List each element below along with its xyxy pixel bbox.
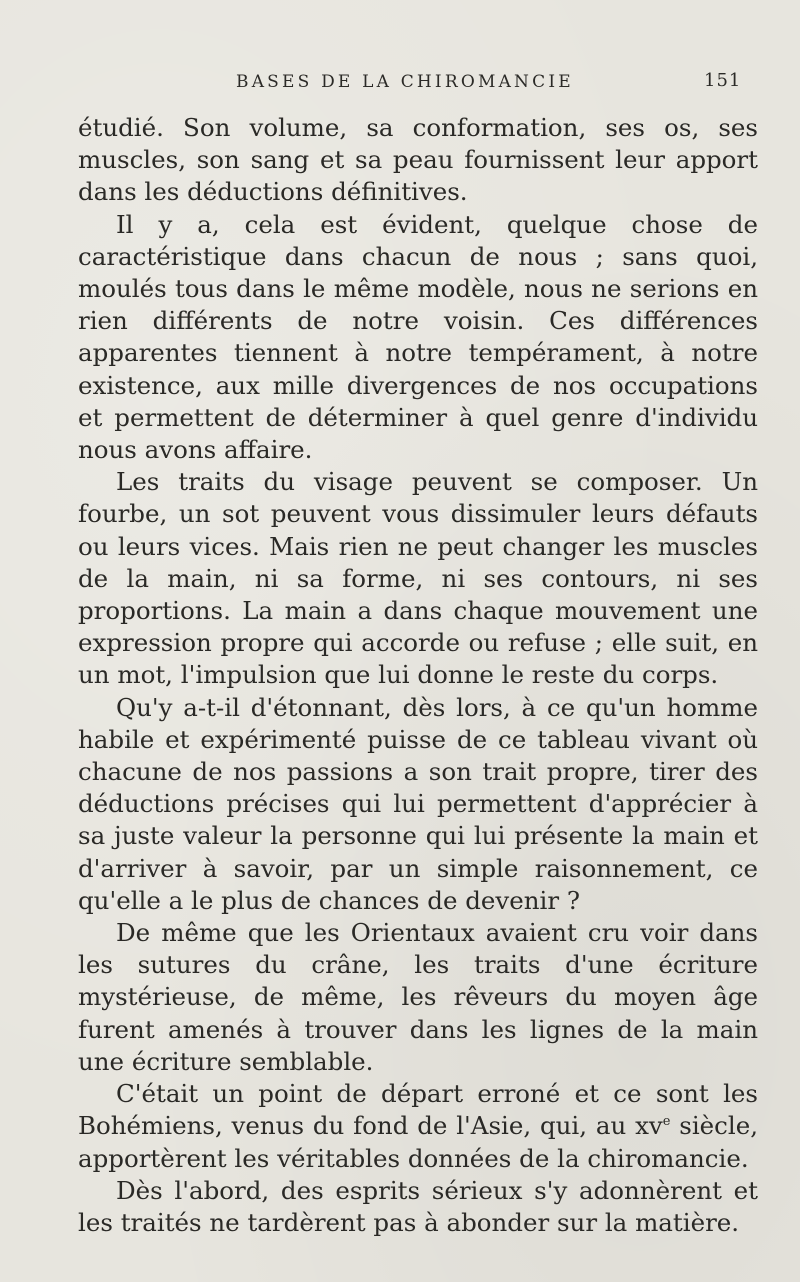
- paragraph-3: Les traits du visage peuvent se composer. Un fourbe, un sot peuvent vous dissimuler leurs défauts ou leurs vices. Mais rien ne peut changer les muscles de la main, ni sa forme, ni ses contours, ni ses proportions. La main a dans chaque mouvement une expression propre qui accorde ou refuse ; elle suit, en un mot, l'impulsion que lui donne le reste du corps.: [78, 467, 758, 690]
- running-title: BASES DE LA CHIROMANCIE: [236, 72, 574, 92]
- paragraph-6: [78, 1078, 758, 1175]
- paragraph-7: Dès l'abord, des esprits sérieux s'y adonnèrent et les traités ne tardèrent pas à abonder sur la matière.: [78, 1175, 758, 1237]
- paragraph-5: De même que les Orientaux avaient cru voir dans les sutures du crâne, les traits d'une écriture mystérieuse, de même, les rêveurs du moyen âge furent amenés à trouver dans les lignes de la main une écriture semblable.: [78, 918, 758, 1076]
- paragraph-4: Qu'y a-t-il d'étonnant, dès lors, à ce qu'un homme habile et expérimenté puisse de ce tableau vivant où chacune de nos passions a son trait propre, tirer des déductions précises qui lui permettent d'apprécier à sa juste valeur la personne qui lui présente la main et d'arriver à savoir, par un simple raisonnement, ce qu'elle a le plus de chances de devenir ?: [78, 692, 758, 915]
- paragraph-6-text-b: siècle, apportèrent les véritables données de la chiromancie.: [78, 1111, 759, 1173]
- paragraph-1: étudié. Son volume, sa conformation, ses os, ses muscles, son sang et sa peau fournissent leur apport dans les déductions définitives.: [78, 113, 758, 207]
- paragraph-2: Il y a, cela est évident, quelque chose de caractéristique dans chacun de nous ; sans quoi, moulés tous dans le même modèle, nous ne serions en rien différents de notre voisin. Ces différences apparentes tiennent à notre tempérament, à notre existence, aux mille divergences de nos occupations et permettent de déterminer à quel genre d'individu nous avons affaire.: [78, 209, 758, 465]
- body-text: [78, 112, 758, 1239]
- paragraph-6-text-a: C'était un point de départ erroné et ce sont les Bohémiens, venus du fond de l'Asie, qui, au xv: [78, 1079, 758, 1141]
- century-superscript: e: [662, 1114, 671, 1130]
- page-number: 151: [704, 70, 742, 91]
